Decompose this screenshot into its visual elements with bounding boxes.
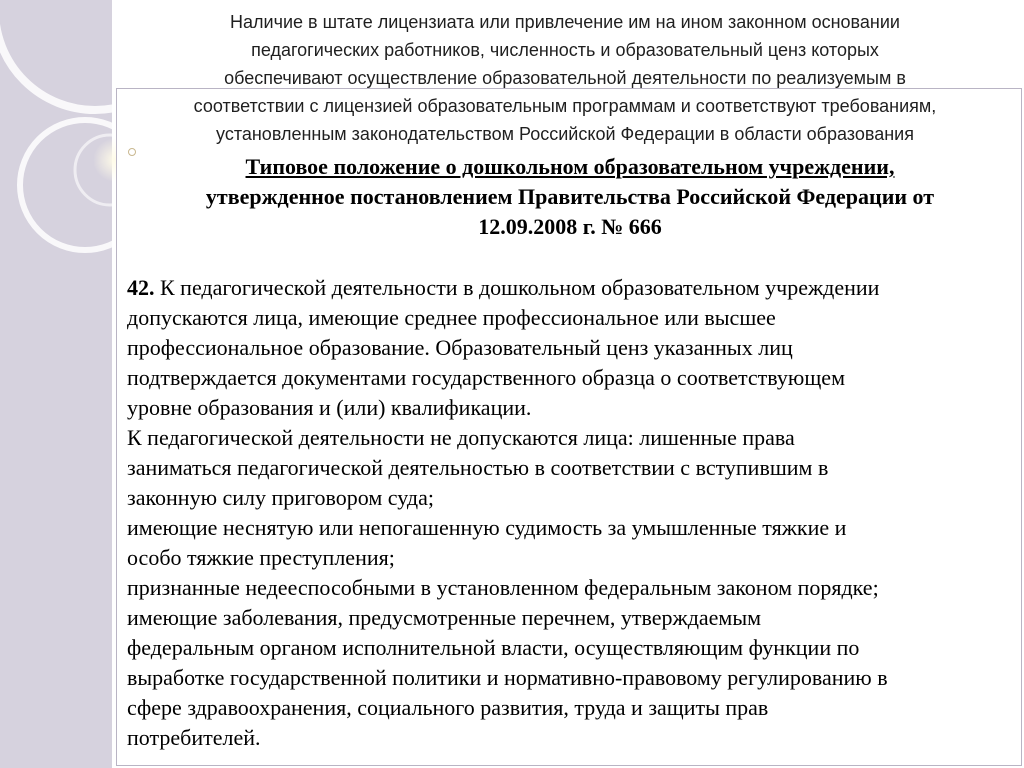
body-line: К педагогической деятельности не допускаются лица: лишенные права — [127, 425, 795, 450]
slide-title-line: обеспечивают осуществление образовательной деятельности по реализуемым в — [224, 68, 906, 88]
left-decor-band — [0, 0, 112, 768]
body-line: особо тяжкие преступления; — [127, 545, 395, 570]
document-heading-line: утвержденное постановлением Правительства Российской Федерации от — [205, 184, 935, 209]
body-line: допускаются лица, имеющие среднее профессиональное или высшее — [127, 305, 776, 330]
slide-title-line: установленным законодательством Российской Федерации в области образования — [216, 124, 914, 144]
document-heading — [130, 152, 1010, 242]
body-line-text: К педагогической деятельности в дошкольном образовательном учреждении — [154, 275, 880, 300]
body-line: сфере здравоохранения, социального развития, труда и защиты прав — [127, 695, 769, 720]
body-line: законную силу приговором суда; — [127, 485, 434, 510]
body-line: имеющие неснятую или непогашенную судимость за умышленные тяжкие и — [127, 515, 847, 540]
body-first-line — [127, 273, 1017, 303]
document-body — [127, 273, 1017, 753]
slide-title-line: соответствии с лицензией образовательным программам и соответствуют требованиям, — [193, 96, 937, 116]
document-heading-line: Типовое положение о дошкольном образовательном учреждении, — [245, 154, 895, 179]
body-line: подтверждается документами государственного образца о соответствующем — [127, 365, 845, 390]
slide-title — [120, 8, 1010, 148]
body-line: потребителей. — [127, 725, 261, 750]
item-number: 42. — [127, 275, 155, 300]
body-line: профессиональное образование. Образовательный ценз указанных лиц — [127, 335, 793, 360]
slide-title-line: Наличие в штате лицензиата или привлечение им на ином законном основании — [230, 12, 900, 32]
body-line: уровне образования и (или) квалификации. — [127, 395, 532, 420]
body-line: федеральным органом исполнительной власти, осуществляющим функции по — [127, 635, 860, 660]
body-line: признанные недееспособными в установленном федеральным законом порядке; — [127, 575, 879, 600]
body-line: выработке государственной политики и нормативно-правовому регулированию в — [127, 665, 888, 690]
document-heading-line: 12.09.2008 г. № 666 — [478, 214, 662, 239]
body-line: заниматься педагогической деятельностью в соответствии с вступившим в — [127, 455, 829, 480]
slide-title-line: педагогических работников, численность и образовательный ценз которых — [251, 40, 879, 60]
body-line: имеющие заболевания, предусмотренные перечнем, утверждаемым — [127, 605, 762, 630]
